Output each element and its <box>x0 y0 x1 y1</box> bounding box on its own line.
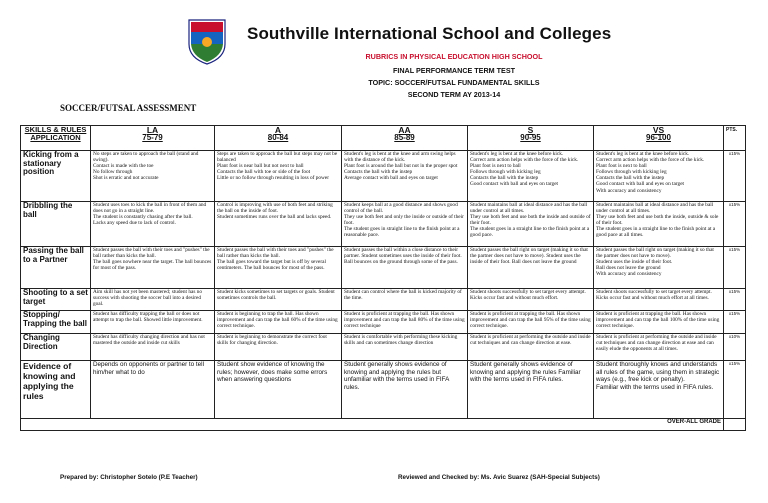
descriptor-cell: Student maintains ball at ideal distance and has the ball under control at all times. They use both feet and use both the inside, outside & sole of their foot. The student goes in a straight line to the finish point at a good pace at all times. <box>594 202 724 247</box>
points-weight: x15% <box>724 151 746 202</box>
skill-name: Passing the ball to a Partner <box>21 247 91 289</box>
level-range: 75-79 <box>142 133 163 142</box>
level-header-a <box>215 126 342 151</box>
descriptor-cell: Student passes the ball right on target (making it so that the partner does not have to move). Student uses the inside of their foot. Ball does not leave the ground With accuracy and consistency <box>594 247 724 289</box>
level-code: AA <box>398 125 411 135</box>
department-line: RUBRICS IN PHYSICAL EDUCATION HIGH SCHOOL <box>365 52 543 61</box>
topic-line: TOPIC: SOCCER/FUTSAL FUNDAMENTAL SKILLS <box>368 78 540 87</box>
school-name: Southville International School and Colleges <box>247 24 612 43</box>
rubric-row <box>21 311 746 334</box>
skill-name: Stopping/ Trapping the ball <box>21 311 91 334</box>
descriptor-cell: Student is proficient at trapping the ball. Has shown improvement and can trap the ball 80% of the time using correct technique <box>342 311 468 334</box>
descriptor-cell: Aim skill has not yet been mastered; student has no success with shooting the soccer ball into a desired goal. <box>91 289 215 311</box>
descriptor-cell: Student passes the ball with their toes and "pushes" the ball rather than kicks the ball. The ball goes nowhere near the target. The ball bounces for most of the pass. <box>91 247 215 289</box>
descriptor-cell: Depends on opponents or partner to tell him/her what to do <box>91 361 215 419</box>
points-weight: x15% <box>724 311 746 334</box>
level-range: 90-95 <box>520 133 541 142</box>
prepared-by: Prepared by: Christopher Sotelo (P.E Teacher) <box>60 474 198 481</box>
points-weight: x15% <box>724 202 746 247</box>
descriptor-cell: Student passes the ball with their toes and "pushes" the ball rather than kicks the ball. The ball goes toward the target but is off by several centimeters. The ball bounces for most of the pass. <box>215 247 342 289</box>
test-line: FINAL PERFORMANCE TERM TEST <box>392 66 516 75</box>
skill-name: Shooting to a set target <box>21 289 91 311</box>
descriptor-cell: Student is beginning to demonstrate the correct foot skills for changing direction. <box>215 334 342 361</box>
skill-name: Evidence of knowing and applying the rules <box>21 361 91 419</box>
descriptor-cell: Student generally shows evidence of knowing and applying the rules but unfamiliar with the terms used in FIFA rules. <box>342 361 468 419</box>
header-row <box>21 126 746 151</box>
rubric-row <box>21 334 746 361</box>
descriptor-cell: Student is proficient at performing the outside and inside cut techniques and can change direction at ease. <box>468 334 594 361</box>
points-weight: x15% <box>724 247 746 289</box>
descriptor-cell: Control is improving with use of both feet and striking the ball on the inside of foot. Student sometimes runs over the ball and lacks speed. <box>215 202 342 247</box>
descriptor-cell: No steps are taken to approach the ball (stand and swing). Contact is made with the toe No follow through Shot is erratic and not accurate <box>91 151 215 202</box>
descriptor-cell: Student has difficulty changing direction and has not mastered the outside and inside cut skills <box>91 334 215 361</box>
level-range: 85-89 <box>394 133 415 142</box>
level-header-s <box>468 126 594 151</box>
rubric-row <box>21 202 746 247</box>
descriptor-cell: Student's leg is bent at the knee before kick. Correct arm action helps with the force of the kick. Plant foot is next to ball Follows through with kicking leg Contacts the ball with the instep Good contact with ball and eyes on target With accuracy and consistency <box>594 151 724 202</box>
level-code: S <box>527 125 534 135</box>
points-weight: x10% <box>724 334 746 361</box>
descriptor-cell: Student has difficulty trapping the ball or does not attempt to trap the ball. Showed little improvement. <box>91 311 215 334</box>
descriptor-cell: Student uses toes to kick the ball in front of them and does not go in a straight line. The student is constantly chasing after the ball. Lacks any speed due to lack of control. <box>91 202 215 247</box>
level-range: 96-100 <box>646 133 671 142</box>
points-weight: x15% <box>724 289 746 311</box>
level-header-la <box>91 126 215 151</box>
descriptor-cell: Student show evidence of knowing the rules; however, does make some errors when answering questions <box>215 361 342 419</box>
descriptor-cell: Student is comfortable with performing these kicking skills and can sometimes change direction <box>342 334 468 361</box>
level-code: VS <box>652 125 665 135</box>
descriptor-cell: Student kicks sometimes to set targets or goals. Student sometimes controls the ball. <box>215 289 342 311</box>
descriptor-cell: Student is proficient at trapping the ball. Has shown improvement and can trap the ball 100% of the time using correct technique. <box>594 311 724 334</box>
level-header-aa <box>342 126 468 151</box>
skill-name: Kicking from a stationary position <box>21 151 91 202</box>
descriptor-cell: Student is proficient at trapping the ball. Has shown improvement and can trap the ball 95% of the time using correct technique. <box>468 311 594 334</box>
assessment-title: SOCCER/FUTSAL ASSESSMENT <box>60 103 197 113</box>
descriptor-cell: Student's leg is bent at the knee before kick. Correct arm action helps with the force of the kick. Plant foot is next to ball Follows through with kicking leg Contacts the ball with the instep Good contact with ball and eyes on target <box>468 151 594 202</box>
descriptor-cell: Student passes the ball within a close distance to their partner. Student sometimes uses the inside of their foot. Ball bounces on the ground through some of the pass. <box>342 247 468 289</box>
rubric-row <box>21 151 746 202</box>
points-weight: x15% <box>724 361 746 419</box>
rubric-row <box>21 247 746 289</box>
points-header: PTS. <box>724 126 746 151</box>
level-range: 80-84 <box>267 133 289 142</box>
descriptor-cell: Steps are taken to approach the ball but steps may not be balanced Plant foot is near ball but not next to ball Contacts the ball with toe or side of the foot Little or no follow through resulting in loss of power <box>215 151 342 202</box>
descriptor-cell: Student is proficient at performing the outside and inside cut techniques and can change direction at ease and can easily elude the opponents at all times. <box>594 334 724 361</box>
rubric-row <box>21 289 746 311</box>
skill-name: Dribbling the ball <box>21 202 91 247</box>
overall-grade-value <box>724 419 746 431</box>
level-header-vs <box>594 126 724 151</box>
descriptor-cell: Student thoroughly knows and understands all rules of the game, using them in strategic ways (e.g., free kick or penalty). Familiar with the terms used in FIFA rules. <box>594 361 724 419</box>
level-code: LA <box>146 125 159 135</box>
descriptor-cell: Student passes the ball right on target (making it so that the partner does not have to move). Student uses the inside of their foot. Ball does not leave the ground <box>468 247 594 289</box>
descriptor-cell: Student keeps ball at a good distance and shows good control of the ball. They use both feet and only the inside or outside of their foot. The student goes in straight line to the finish point at a reasonable pace. <box>342 202 468 247</box>
term-line: SECOND TERM AY 2013-14 <box>407 90 501 99</box>
skill-name: Changing Direction <box>21 334 91 361</box>
overall-grade-row <box>21 419 746 431</box>
descriptor-cell: Student generally shows evidence of knowing and applying the rules Familiar with the terms used in FIFA rules. <box>468 361 594 419</box>
skills-header: SKILLS & RULES APPLICATION <box>21 126 91 151</box>
level-code: A <box>274 125 282 135</box>
rubric-row <box>21 361 746 419</box>
descriptor-cell: Student's leg is bent at the knee and arm swing helps with the distance of the kick. Plant foot is around the ball but not in the proper spot Contacts the ball with the instep Average contact with ball and eyes on target <box>342 151 468 202</box>
descriptor-cell: Student can control where the ball is kicked majority of the time. <box>342 289 468 311</box>
descriptor-cell: Student shoots successfully to set target every attempt. Kicks occur fast and without much effort at all times. <box>594 289 724 311</box>
overall-grade-label: OVER-ALL GRADE <box>21 419 724 431</box>
descriptor-cell: Student is beginning to trap the ball. Has shown improvement and can trap the ball 60% of the time using correct technique. <box>215 311 342 334</box>
reviewed-by: Reviewed and Checked by: Ms. Avic Suarez (SAH-Special Subjects) <box>398 474 600 481</box>
rubric-table <box>20 125 746 431</box>
descriptor-cell: Student shoots successfully to set target every attempt. Kicks occur fast and without much effort. <box>468 289 594 311</box>
descriptor-cell: Student maintains ball at ideal distance and has the ball under control at all times. They use both feet and use both the inside and outside of their foot. The student goes in a straight line to the finish point at a good pace. <box>468 202 594 247</box>
